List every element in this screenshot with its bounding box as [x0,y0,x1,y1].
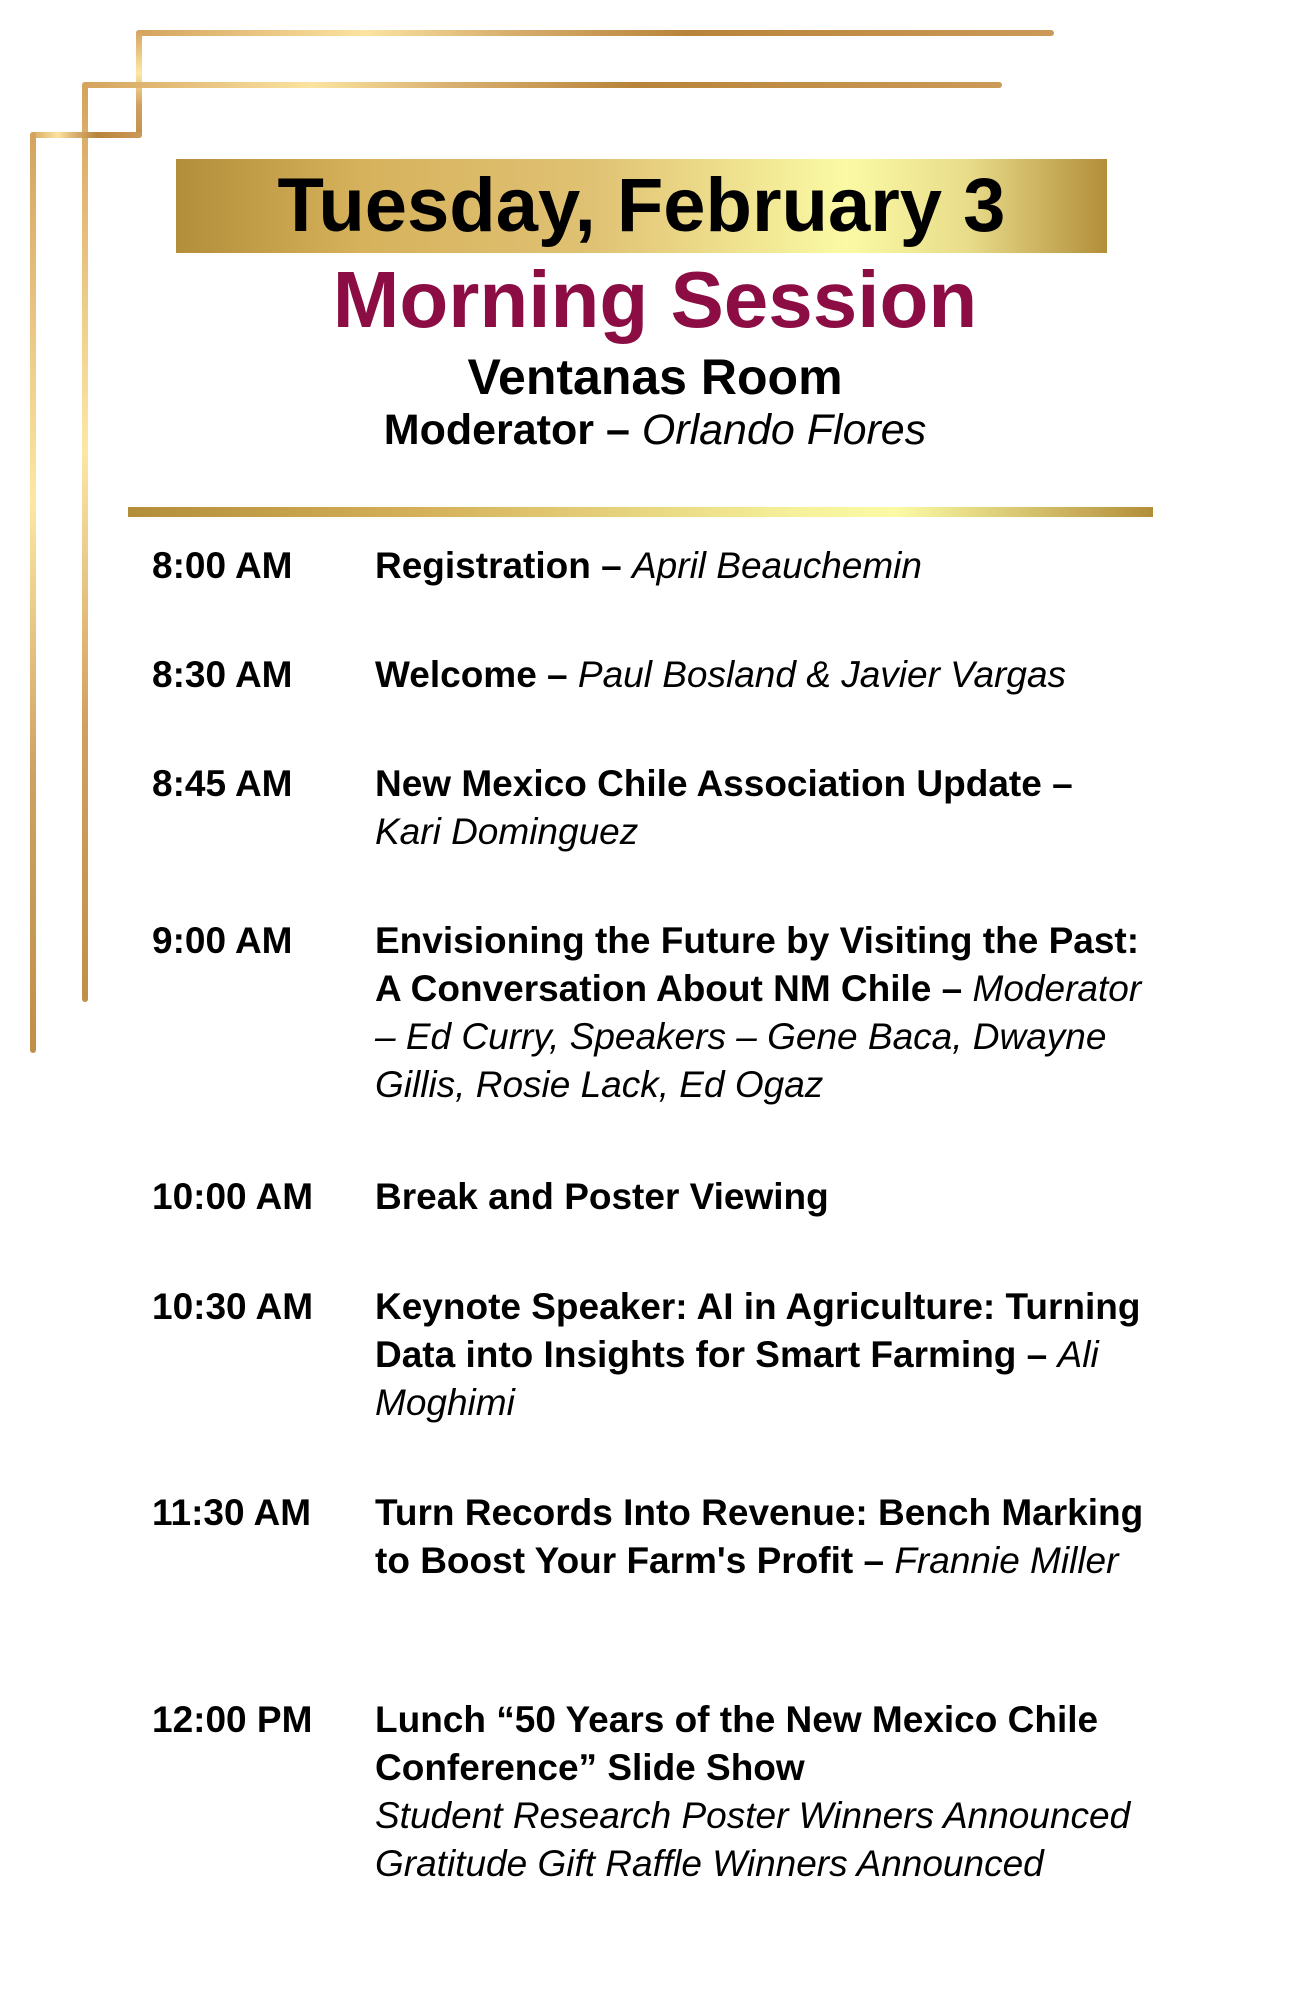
schedule-time: 12:00 PM [152,1699,313,1740]
schedule-description [375,651,1145,699]
gold-frame-line [82,82,88,1002]
schedule-time: 8:00 AM [152,545,293,586]
session-title: New Mexico Chile Association Update – [375,763,1073,804]
speaker-names: Ali Moghimi [375,1334,1099,1423]
schedule-description [375,1489,1145,1585]
session-title: Turn Records Into Revenue: Bench Marking to Boost Your Farm's Profit – [375,1492,1144,1581]
speaker-names: April Beauchemin [632,545,922,586]
speaker-names: Moderator – Ed Curry, Speakers – Gene Baca, Dwayne Gillis, Rosie Lack, Ed Ogaz [375,968,1142,1105]
schedule-description [375,1173,1145,1221]
schedule-time: 8:45 AM [152,763,293,804]
schedule-description [375,542,1145,590]
session-title: Break and Poster Viewing [375,1176,829,1217]
schedule-time: 8:30 AM [152,654,293,695]
speaker-names: Kari Dominguez [375,811,639,852]
announcement-note: Student Research Poster Winners Announced [375,1795,1131,1836]
schedule-time: 9:00 AM [152,920,293,961]
session-title: Keynote Speaker: AI in Agriculture: Turning Data into Insights for Smart Farming – [375,1286,1141,1375]
date-title: Tuesday, February 3 [277,163,1006,248]
session-title: Registration – [375,545,622,586]
speaker-names: Paul Bosland & Javier Vargas [577,654,1067,695]
gold-frame-line [30,132,142,138]
schedule-time: 10:30 AM [152,1286,314,1327]
schedule-description [375,1696,1145,1888]
moderator-label: Moderator – [383,406,630,454]
announcement-note: Gratitude Gift Raffle Winners Announced [375,1843,1044,1884]
speaker-names: Frannie Miller [894,1540,1119,1581]
gold-frame-line [136,30,1054,36]
schedule-description [375,760,1145,856]
schedule-description [375,917,1145,1109]
schedule-time: 11:30 AM [152,1492,312,1533]
gold-frame-line [82,82,1002,88]
schedule-time: 10:00 AM [152,1176,314,1217]
session-title: Envisioning the Future by Visiting the Past: A Conversation About NM Chile – [375,920,1140,1009]
schedule-description [375,1283,1145,1427]
moderator-name: Orlando Flores [641,406,927,454]
session-title: Lunch “50 Years of the New Mexico Chile Conference” Slide Show [375,1699,1099,1788]
moderator-line [0,406,1294,455]
session-title: Welcome – [375,654,568,695]
session-title: Morning Session [332,255,978,344]
gold-divider [128,507,1153,517]
room-name: Ventanas Room [467,349,843,405]
